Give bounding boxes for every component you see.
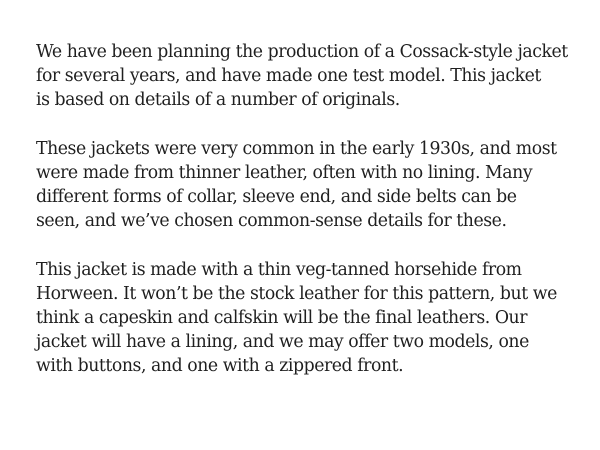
paragraph-line: These jackets were very common in the early 1930s, and most xyxy=(36,139,557,159)
paragraph-line: seen, and we’ve chosen common-sense details for these. xyxy=(36,211,507,231)
paragraph-3 xyxy=(36,258,596,378)
paragraph-line: for several years, and have made one test model. This jacket xyxy=(36,66,541,86)
paragraph-1 xyxy=(36,40,596,112)
paragraph-2 xyxy=(36,137,596,233)
paragraph-line: jacket will have a lining, and we may offer two models, one xyxy=(36,332,529,352)
paragraph-line: different forms of collar, sleeve end, and side belts can be xyxy=(36,187,517,207)
paragraph-line: We have been planning the production of a Cossack-style jacket xyxy=(36,42,568,62)
paragraph-line: were made from thinner leather, often with no lining. Many xyxy=(36,163,533,183)
paragraph-line: This jacket is made with a thin veg-tanned horsehide from xyxy=(36,260,522,280)
paragraph-line: is based on details of a number of originals. xyxy=(36,90,400,110)
paragraph-line: Horween. It won’t be the stock leather for this pattern, but we xyxy=(36,284,557,304)
paragraph-line: think a capeskin and calfskin will be the final leathers. Our xyxy=(36,308,528,328)
document-body xyxy=(36,40,596,403)
paragraph-line: with buttons, and one with a zippered front. xyxy=(36,356,404,376)
